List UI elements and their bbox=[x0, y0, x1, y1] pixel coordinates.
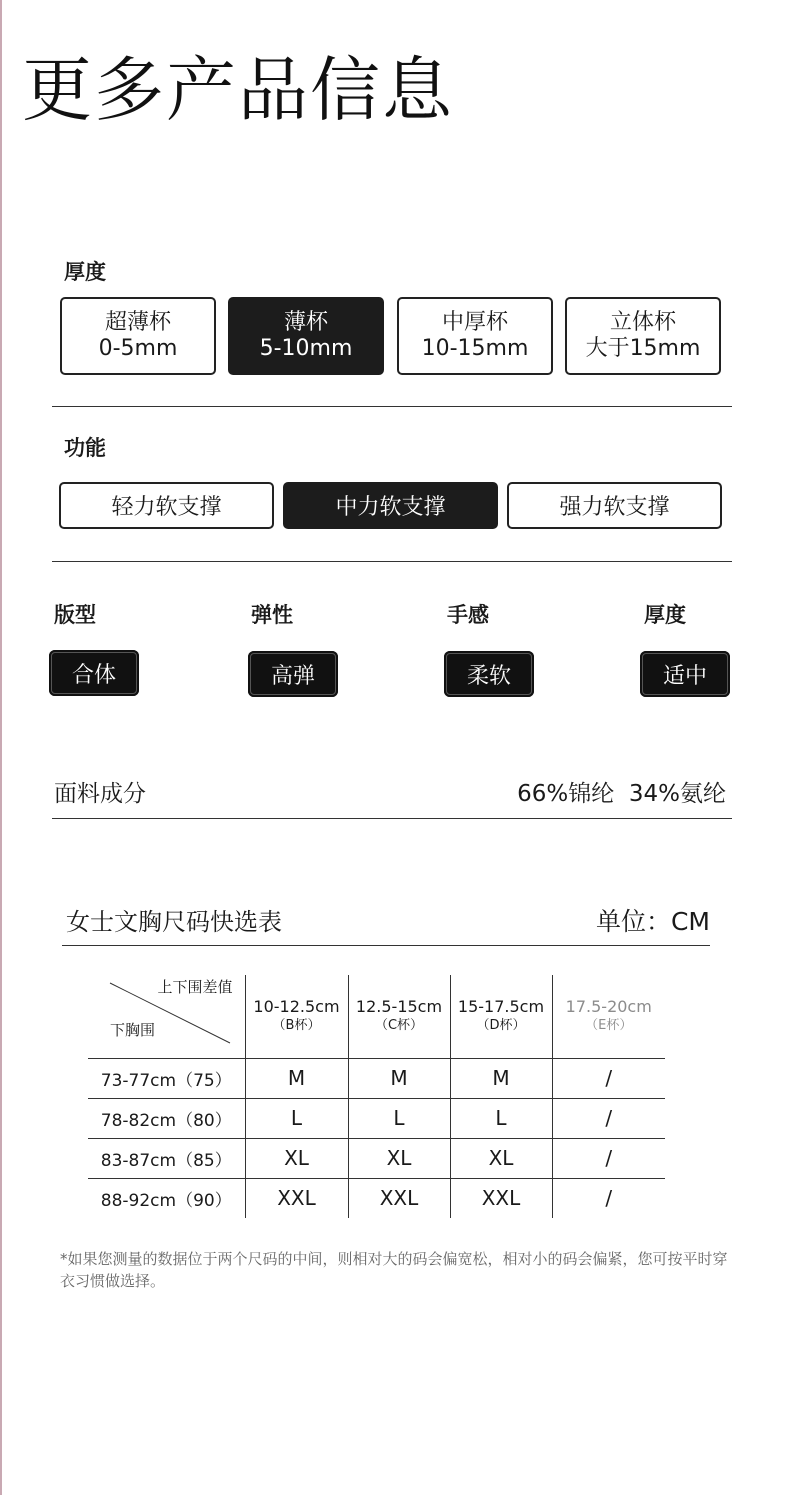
table-column-header bbox=[348, 975, 450, 1058]
option-range: 0-5mm bbox=[98, 336, 178, 361]
size-cell: XL bbox=[245, 1138, 348, 1178]
column-cup: （B杯） bbox=[272, 1018, 321, 1034]
function-option-light[interactable]: 轻力软支撑 bbox=[59, 482, 274, 529]
size-cell: L bbox=[245, 1098, 348, 1138]
size-cell: XXL bbox=[348, 1178, 450, 1218]
option-name: 中厚杯 bbox=[441, 310, 508, 335]
column-range: 15-17.5cm bbox=[457, 997, 545, 1017]
table-header-row bbox=[88, 975, 665, 1058]
attr-label-elasticity: 弹性 bbox=[251, 603, 293, 627]
size-chart-unit: 单位：CM bbox=[595, 907, 710, 936]
size-cell: M bbox=[245, 1058, 348, 1098]
option-range: 大于15mm bbox=[585, 336, 701, 361]
row-underbust: 83-87cm（85） bbox=[88, 1138, 245, 1178]
size-cell: XXL bbox=[450, 1178, 552, 1218]
thickness-section-label: 厚度 bbox=[64, 260, 106, 284]
size-chart-footnote: *如果您测量的数据位于两个尺码的中间，则相对大的码会偏宽松，相对小的码会偏紧，您可按平时穿衣习惯做选择。 bbox=[60, 1250, 728, 1290]
attr-value-elasticity: 高弹 bbox=[248, 651, 338, 697]
divider bbox=[52, 406, 732, 407]
row-underbust: 78-82cm（80） bbox=[88, 1098, 245, 1138]
option-name: 超薄杯 bbox=[104, 310, 171, 335]
size-chart-underline bbox=[62, 945, 710, 946]
size-cell: / bbox=[552, 1138, 665, 1178]
thickness-option-3d[interactable] bbox=[565, 297, 721, 375]
row-underbust: 88-92cm（90） bbox=[88, 1178, 245, 1218]
thickness-option-thin[interactable] bbox=[228, 297, 384, 375]
size-chart-title: 女士文胸尺码快选表 bbox=[66, 908, 282, 936]
fabric-label: 面料成分 bbox=[54, 781, 146, 807]
size-cell: L bbox=[348, 1098, 450, 1138]
table-column-header bbox=[450, 975, 552, 1058]
column-cup: （C杯） bbox=[374, 1018, 424, 1034]
function-option-strong[interactable]: 强力软支撑 bbox=[507, 482, 722, 529]
size-cell: M bbox=[450, 1058, 552, 1098]
column-cup: （D杯） bbox=[476, 1018, 526, 1034]
option-name: 薄杯 bbox=[283, 310, 328, 335]
column-range: 12.5-15cm bbox=[355, 997, 443, 1017]
table-column-header bbox=[552, 975, 665, 1058]
option-name: 立体杯 bbox=[609, 310, 676, 335]
size-cell: / bbox=[552, 1058, 665, 1098]
table-row bbox=[88, 1098, 665, 1138]
size-cell: XXL bbox=[245, 1178, 348, 1218]
table-row bbox=[88, 1178, 665, 1218]
column-range: 10-12.5cm bbox=[253, 997, 340, 1017]
row-underbust: 73-77cm（75） bbox=[88, 1058, 245, 1098]
attr-value-feel: 柔软 bbox=[444, 651, 534, 697]
size-cell: M bbox=[348, 1058, 450, 1098]
column-range: 17.5-20cm bbox=[565, 997, 652, 1017]
corner-bottom-label: 下胸围 bbox=[110, 1020, 156, 1039]
corner-top-label: 上下围差值 bbox=[157, 978, 233, 996]
column-cup: （E杯） bbox=[585, 1018, 633, 1034]
size-cell: / bbox=[552, 1098, 665, 1138]
size-cell: / bbox=[552, 1178, 665, 1218]
divider bbox=[52, 818, 732, 819]
divider bbox=[52, 561, 732, 562]
table-row bbox=[88, 1058, 665, 1098]
option-range: 5-10mm bbox=[259, 336, 353, 361]
thickness-option-medium[interactable] bbox=[397, 297, 553, 375]
size-cell: XL bbox=[348, 1138, 450, 1178]
fabric-value: 66%锦纶 34%氨纶 bbox=[517, 781, 726, 807]
size-cell: L bbox=[450, 1098, 552, 1138]
page-title: 更多产品信息 bbox=[22, 49, 454, 131]
function-option-medium[interactable]: 中力软支撑 bbox=[283, 482, 498, 529]
left-edge-line bbox=[0, 0, 2, 1495]
thickness-option-ultra-thin[interactable] bbox=[60, 297, 216, 375]
option-range: 10-15mm bbox=[421, 336, 529, 361]
table-corner-cell bbox=[88, 975, 245, 1058]
attr-value-fit: 合体 bbox=[49, 650, 139, 696]
function-section-label: 功能 bbox=[64, 436, 106, 460]
attr-label-feel: 手感 bbox=[447, 603, 489, 627]
attr-value-thickness: 适中 bbox=[640, 651, 730, 697]
attr-label-thickness: 厚度 bbox=[644, 603, 686, 627]
size-chart-table bbox=[88, 975, 665, 1218]
table-column-header bbox=[245, 975, 348, 1058]
attr-label-fit: 版型 bbox=[54, 603, 96, 627]
size-cell: XL bbox=[450, 1138, 552, 1178]
table-row bbox=[88, 1138, 665, 1178]
